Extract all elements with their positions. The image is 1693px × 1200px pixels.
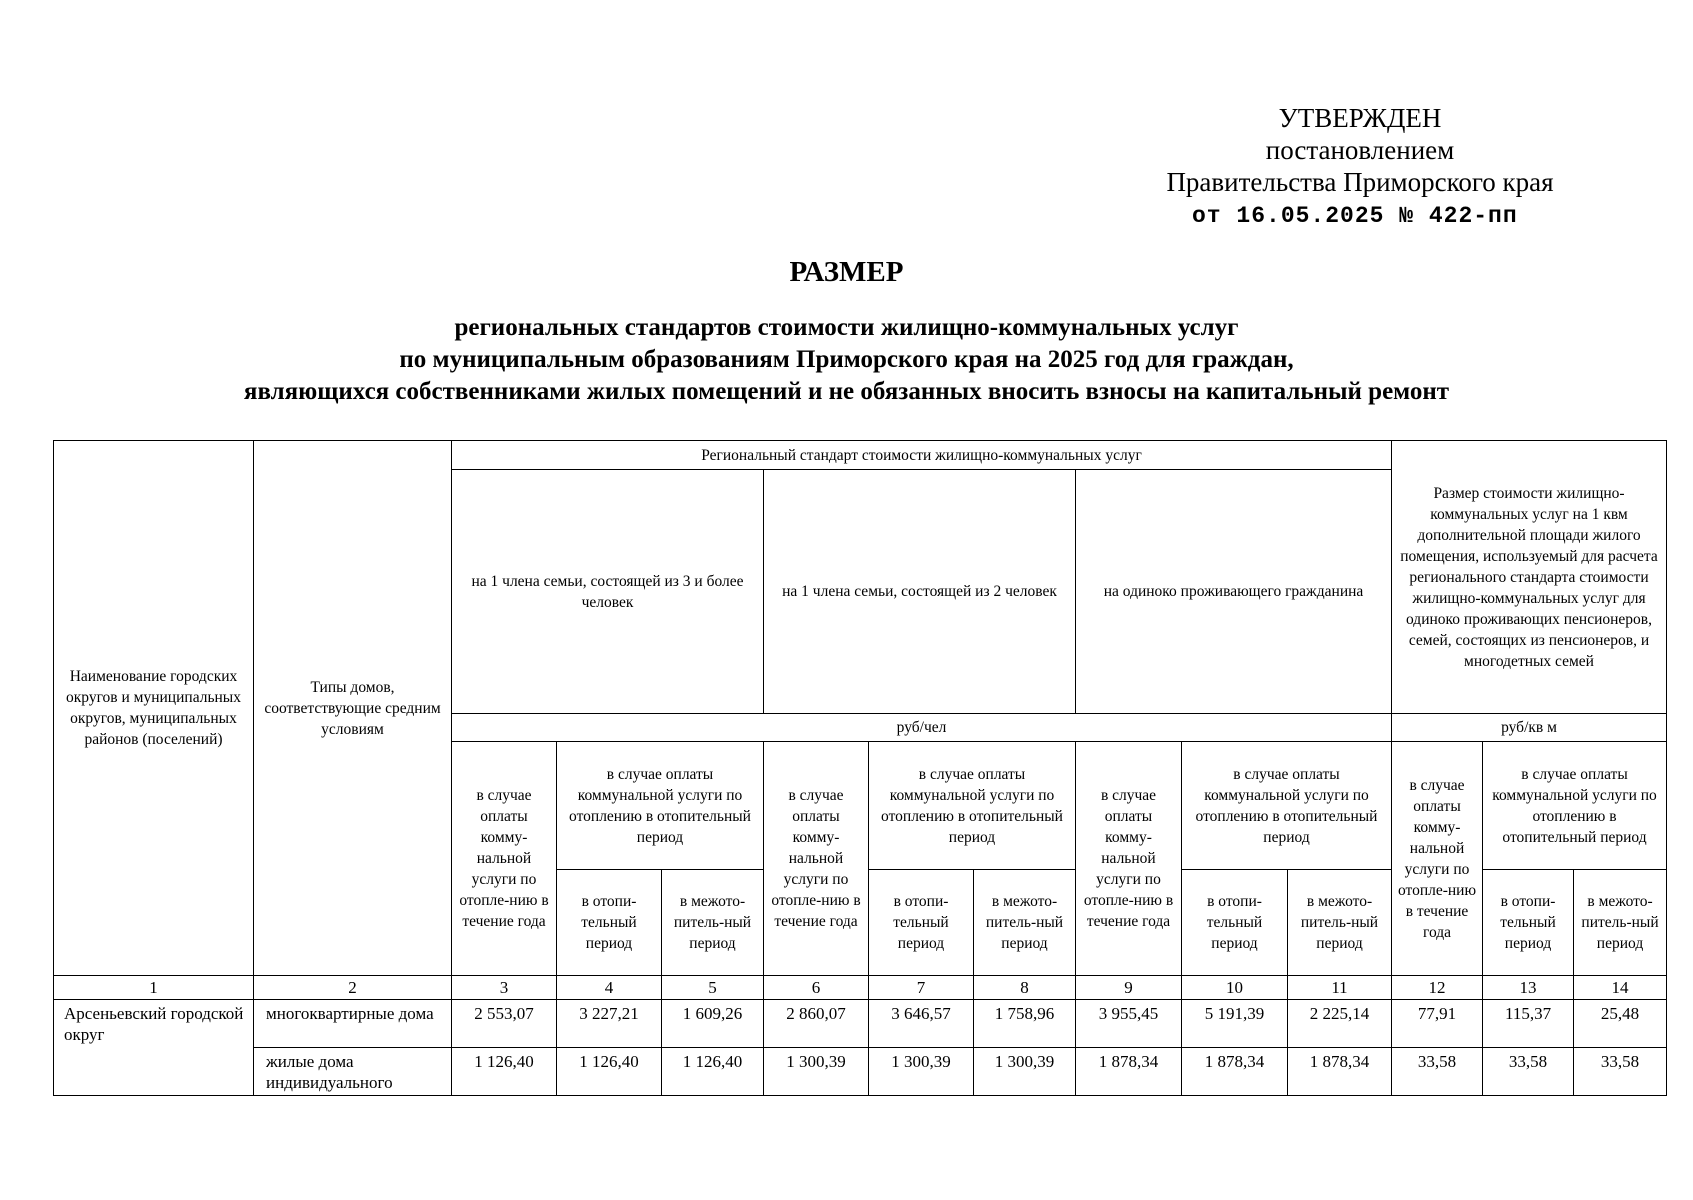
value-cell: 33,58 bbox=[1483, 1048, 1574, 1096]
table-row bbox=[54, 1048, 1667, 1096]
header-region-name: Наименование городских округов и муниципальных округов, муниципальных районов (поселений) bbox=[54, 441, 254, 976]
value-cell: 2 860,07 bbox=[764, 1000, 869, 1048]
column-number: 3 bbox=[452, 976, 557, 1000]
header-regional-standard: Региональный стандарт стоимости жилищно-коммунальных услуг bbox=[452, 441, 1392, 470]
column-number: 1 bbox=[54, 976, 254, 1000]
header-heating-3plus: в отопи-тельный период bbox=[557, 870, 662, 976]
column-numbers-row bbox=[54, 976, 1667, 1000]
approval-stamp bbox=[1150, 102, 1570, 232]
value-cell: 3 646,57 bbox=[869, 1000, 974, 1048]
header-single: на одиноко проживающего гражданина bbox=[1076, 470, 1392, 714]
value-cell: 1 300,39 bbox=[974, 1048, 1076, 1096]
value-cell: 25,48 bbox=[1574, 1000, 1667, 1048]
approval-line-number: от 16.05.2025 № 422-пп bbox=[1192, 203, 1518, 229]
value-cell: 1 878,34 bbox=[1182, 1048, 1288, 1096]
approval-line-resolution: постановлением bbox=[1265, 135, 1455, 165]
value-cell: 115,37 bbox=[1483, 1000, 1574, 1048]
subtitle-line-2: по муниципальным образованиям Приморского края на 2025 год для граждан, bbox=[399, 346, 1294, 373]
header-pay-year-2: в случае оплаты комму-нальной услуги по отопле-нию в течение года bbox=[764, 742, 869, 976]
value-cell: 2 553,07 bbox=[452, 1000, 557, 1048]
value-cell: 1 126,40 bbox=[452, 1048, 557, 1096]
value-cell: 1 878,34 bbox=[1288, 1048, 1392, 1096]
region-name: Арсеньевский городской округ bbox=[54, 1000, 254, 1096]
rates-table bbox=[53, 440, 1667, 1096]
column-number: 8 bbox=[974, 976, 1076, 1000]
subtitle-line-1: региональных стандартов стоимости жилищно-коммунальных услуг bbox=[454, 314, 1239, 341]
header-pay-heating-3plus: в случае оплаты коммунальной услуги по отоплению в отопительный период bbox=[557, 742, 764, 870]
value-cell: 1 758,96 bbox=[974, 1000, 1076, 1048]
column-number: 7 bbox=[869, 976, 974, 1000]
value-cell: 1 126,40 bbox=[557, 1048, 662, 1096]
header-pay-year-sqm: в случае оплаты комму-нальной услуги по отопле-нию в течение года bbox=[1392, 742, 1483, 976]
column-number: 6 bbox=[764, 976, 869, 1000]
value-cell: 33,58 bbox=[1574, 1048, 1667, 1096]
column-number: 14 bbox=[1574, 976, 1667, 1000]
value-cell: 33,58 bbox=[1392, 1048, 1483, 1096]
value-cell: 2 225,14 bbox=[1288, 1000, 1392, 1048]
header-extra-area: Размер стоимости жилищно-коммунальных услуг на 1 квм дополнительной площади жилого помещения, используемый для расчета регионального стандарта стоимости жилищно-коммунальных услуг для одиноко проживающих пенсионеров, семей, состоящих из пенсионеров, и многодетных семей bbox=[1392, 441, 1667, 714]
value-cell: 1 126,40 bbox=[662, 1048, 764, 1096]
house-type: многоквартирные дома bbox=[254, 1000, 452, 1048]
header-interheating-2: в межото-питель-ный период bbox=[974, 870, 1076, 976]
header-heating-sqm: в отопи-тельный период bbox=[1483, 870, 1574, 976]
header-heating-single: в отопи-тельный период bbox=[1182, 870, 1288, 976]
header-pay-year-single: в случае оплаты комму-нальной услуги по отопле-нию в течение года bbox=[1076, 742, 1182, 976]
value-cell: 5 191,39 bbox=[1182, 1000, 1288, 1048]
column-number: 2 bbox=[254, 976, 452, 1000]
approval-line-government: Правительства Приморского края bbox=[1166, 167, 1554, 197]
table-row bbox=[54, 1000, 1667, 1048]
header-interheating-single: в межото-питель-ный период bbox=[1288, 870, 1392, 976]
value-cell: 3 227,21 bbox=[557, 1000, 662, 1048]
document-title: РАЗМЕР bbox=[789, 256, 904, 288]
value-cell: 1 300,39 bbox=[869, 1048, 974, 1096]
value-cell: 1 609,26 bbox=[662, 1000, 764, 1048]
column-number: 5 bbox=[662, 976, 764, 1000]
value-cell: 1 300,39 bbox=[764, 1048, 869, 1096]
header-interheating-3plus: в межото-питель-ный период bbox=[662, 870, 764, 976]
header-heating-2: в отопи-тельный период bbox=[869, 870, 974, 976]
column-number: 11 bbox=[1288, 976, 1392, 1000]
header-pay-heating-sqm: в случае оплаты коммунальной услуги по отоплению в отопительный период bbox=[1483, 742, 1667, 870]
header-pay-year-3plus: в случае оплаты комму-нальной услуги по отопле-нию в течение года bbox=[452, 742, 557, 976]
value-cell: 1 878,34 bbox=[1076, 1048, 1182, 1096]
header-family-2: на 1 члена семьи, состоящей из 2 человек bbox=[764, 470, 1076, 714]
header-interheating-sqm: в межото-питель-ный период bbox=[1574, 870, 1667, 976]
value-cell: 77,91 bbox=[1392, 1000, 1483, 1048]
header-row-1 bbox=[54, 441, 1667, 470]
column-number: 10 bbox=[1182, 976, 1288, 1000]
column-number: 13 bbox=[1483, 976, 1574, 1000]
value-cell: 3 955,45 bbox=[1076, 1000, 1182, 1048]
house-type: жилые дома индивидуального bbox=[254, 1048, 452, 1096]
header-family-3plus: на 1 члена семьи, состоящей из 3 и более человек bbox=[452, 470, 764, 714]
approval-line-approved: УТВЕРЖДЕН bbox=[1278, 103, 1442, 133]
document-subtitle bbox=[0, 312, 1693, 408]
column-number: 4 bbox=[557, 976, 662, 1000]
header-unit-person: руб/чел bbox=[452, 714, 1392, 742]
header-pay-heating-single: в случае оплаты коммунальной услуги по отоплению в отопительный период bbox=[1182, 742, 1392, 870]
header-house-type: Типы домов, соответствующие средним условиям bbox=[254, 441, 452, 976]
column-number: 12 bbox=[1392, 976, 1483, 1000]
column-number: 9 bbox=[1076, 976, 1182, 1000]
header-pay-heating-2: в случае оплаты коммунальной услуги по отоплению в отопительный период bbox=[869, 742, 1076, 870]
subtitle-line-3: являющихся собственниками жилых помещений и не обязанных вносить взносы на капитальный ремонт bbox=[243, 378, 1450, 405]
header-unit-sqm: руб/кв м bbox=[1392, 714, 1667, 742]
